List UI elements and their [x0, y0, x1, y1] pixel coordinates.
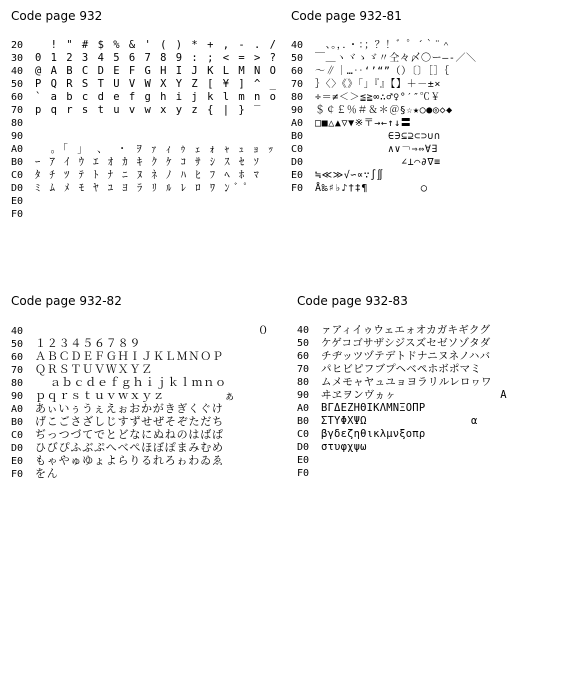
code-row — [297, 376, 573, 389]
row-label: C0 — [11, 170, 24, 181]
code-row — [291, 156, 571, 169]
row-label: 50 — [11, 79, 24, 90]
row-characters: １２３４５６７８９ — [35, 337, 142, 350]
row-label: 80 — [11, 118, 24, 129]
row-label: 80 — [291, 92, 304, 103]
row-label: 90 — [11, 391, 24, 402]
row-characters: ∠⊥⌒∂∇≡ — [315, 157, 441, 168]
row-label: 20 — [11, 40, 24, 51]
code-row — [11, 39, 281, 52]
code-row — [11, 454, 286, 467]
row-label: 90 — [297, 390, 310, 401]
row-label: 70 — [11, 365, 24, 376]
row-label: F0 — [11, 469, 24, 480]
code-row — [11, 104, 281, 117]
row-label: F0 — [11, 209, 24, 220]
row-label: 90 — [291, 105, 304, 116]
code-row — [11, 441, 286, 454]
row-label: 90 — [11, 131, 24, 142]
row-label: B0 — [11, 157, 24, 168]
code-row — [291, 52, 571, 65]
row-label: 80 — [297, 377, 310, 388]
row-characters: ｝〈〉《》「」『』【】＋－±× — [315, 79, 442, 90]
row-label: C0 — [297, 429, 310, 440]
row-label: D0 — [11, 443, 24, 454]
row-characters: ∈∋⊆⊇⊂⊃∪∩ — [315, 131, 441, 142]
row-label: D0 — [297, 442, 310, 453]
code-row — [297, 389, 573, 402]
row-characters: ! " # $ % & ' ( ) * + , - . / — [35, 39, 278, 51]
code-row — [11, 467, 286, 480]
code-row — [291, 91, 571, 104]
row-label: F0 — [291, 183, 304, 194]
code-page-932-panel — [11, 9, 281, 221]
code-row — [11, 78, 281, 91]
row-characters: ０ — [35, 324, 270, 337]
code-row — [291, 39, 571, 52]
row-label: 50 — [297, 338, 310, 349]
row-label: E0 — [291, 170, 304, 181]
row-characters: ァアィイゥウェエォオカガキギクグ — [321, 324, 491, 336]
row-label: 60 — [291, 66, 304, 77]
row-characters: ＄￠￡％＃＆＊＠§☆★○●◎◇◆ — [315, 105, 453, 116]
row-characters: ` a b c d e f g h i j k l m n o — [35, 91, 278, 103]
row-characters: Å‰♯♭♪†‡¶ ◯ — [315, 183, 428, 194]
code-row — [11, 402, 286, 415]
panel-title: Code page 932-81 — [291, 9, 402, 23]
code-row — [11, 182, 281, 195]
panel-title: Code page 932 — [11, 9, 103, 23]
row-label: 40 — [297, 325, 310, 336]
code-row — [11, 389, 286, 402]
row-label: 50 — [291, 53, 304, 64]
row-characters: □■△▲▽▼※〒→←↑↓〓 — [315, 118, 412, 129]
code-row — [11, 195, 281, 208]
code-row — [11, 350, 286, 363]
code-row — [11, 169, 281, 182]
code-row — [297, 415, 573, 428]
row-characters: ～∥｜…‥‘’“”（）〔〕［］｛ — [315, 66, 450, 77]
row-characters: ΣΤΥΦΧΨΩ α — [321, 415, 478, 427]
row-label: C0 — [11, 430, 24, 441]
row-label: E0 — [11, 456, 24, 467]
code-row — [297, 402, 573, 415]
row-characters: P Q R S T U V W X Y Z [ ¥ ] ^ _ — [35, 78, 278, 90]
code-row — [11, 143, 281, 156]
code-row — [11, 363, 286, 376]
code-row — [11, 156, 281, 169]
code-row — [11, 208, 281, 221]
row-label: 80 — [11, 378, 24, 389]
code-row — [297, 337, 573, 350]
row-characters: をん — [35, 467, 59, 480]
row-characters: げこごさざしじすずせぜそぞただち — [35, 415, 224, 428]
row-characters: ∧∨￢⇒⇔∀∃ — [315, 144, 439, 155]
code-row — [297, 467, 573, 480]
code-row — [11, 52, 281, 65]
row-characters: στυφχψω — [321, 441, 367, 453]
row-characters: ﾐ ﾑ ﾒ ﾓ ﾔ ﾕ ﾖ ﾗ ﾘ ﾙ ﾚ ﾛ ﾜ ﾝ ﾞ ﾟ — [35, 182, 251, 194]
code-row — [11, 117, 281, 130]
row-characters: あぃいぅうぇえぉおかがきぎくぐけ — [35, 402, 224, 415]
row-label: A0 — [291, 118, 304, 129]
row-label: 60 — [11, 92, 24, 103]
row-label: 40 — [291, 40, 304, 51]
code-table — [11, 39, 281, 221]
row-label: B0 — [291, 131, 304, 142]
code-row — [291, 65, 571, 78]
row-label: 60 — [11, 352, 24, 363]
row-label: D0 — [291, 157, 304, 168]
code-table — [297, 324, 573, 480]
row-characters: ｰ ｱ ｲ ｳ ｴ ｵ ｶ ｷ ｸ ｹ ｺ ｻ ｼ ｽ ｾ ｿ — [35, 156, 261, 168]
row-characters: チヂッツヅテデトドナニヌネノハバ — [321, 350, 491, 362]
row-characters: ケゲコゴサザシジスズセゼソゾタダ — [321, 337, 491, 349]
row-label: 40 — [11, 326, 24, 337]
row-label: A0 — [297, 403, 310, 414]
code-table — [291, 39, 571, 195]
row-label: A0 — [11, 144, 24, 155]
panel-title: Code page 932-83 — [297, 294, 408, 308]
code-row — [291, 143, 571, 156]
code-row — [297, 454, 573, 467]
row-label: D0 — [11, 183, 24, 194]
row-label: A0 — [11, 404, 24, 415]
row-label: C0 — [291, 144, 304, 155]
code-row — [297, 324, 573, 337]
code-row — [11, 428, 286, 441]
code-row — [297, 441, 573, 454]
row-characters: ΒΓΔΕΖΗΘΙΚΛΜΝΞΟΠΡ — [321, 402, 426, 414]
code-row — [291, 182, 571, 195]
row-characters: ÷＝≠＜＞≦≧∞∴♂♀°′″℃￥ — [315, 92, 441, 103]
row-characters: ＡＢＣＤＥＦＧＨＩＪＫＬＭＮＯＰ — [35, 350, 224, 363]
row-characters: p q r s t u v w x y z { | } ‾ — [35, 104, 262, 116]
row-label: 30 — [11, 53, 24, 64]
code-row — [297, 363, 573, 376]
code-row — [297, 428, 573, 441]
row-label: B0 — [297, 416, 310, 427]
row-label: 70 — [297, 364, 310, 375]
code-row — [11, 130, 281, 143]
row-characters: ムメモャヤュユョヨラリルレロヮワ — [321, 376, 492, 388]
row-characters: 、。，．・：；？！゛゜´｀¨＾ — [315, 40, 452, 51]
row-characters: ｐｑｒｓｔｕｖｗｘｙｚ ぁ — [35, 389, 236, 402]
code-row — [11, 415, 286, 428]
code-row — [291, 130, 571, 143]
row-label: F0 — [297, 468, 310, 479]
code-page-932-83-panel — [297, 294, 573, 480]
row-characters: ひびぴふぶぷへべぺほぼぽまみむめ — [35, 441, 224, 454]
code-page-932-81-panel — [291, 9, 571, 195]
code-row — [297, 350, 573, 363]
panel-title: Code page 932-82 — [11, 294, 122, 308]
row-label: B0 — [11, 417, 24, 428]
row-label: 60 — [297, 351, 310, 362]
row-label: 70 — [11, 105, 24, 116]
row-characters: 0 1 2 3 4 5 6 7 8 9 : ; < = > ? — [35, 52, 278, 64]
code-row — [11, 337, 286, 350]
row-label: E0 — [297, 455, 310, 466]
row-characters: ヰヱヲンヴヵヶ Α — [321, 389, 507, 401]
code-row — [11, 376, 286, 389]
row-characters: @ A B C D E F G H I J K L M N O — [35, 65, 278, 77]
code-row — [11, 324, 286, 337]
row-characters: パヒビピフブプヘベペホボポマミ — [321, 363, 482, 375]
row-characters: ａｂｃｄｅｆｇｈｉｊｋｌｍｎｏ — [35, 376, 227, 389]
row-label: 50 — [11, 339, 24, 350]
code-row — [291, 104, 571, 117]
code-row — [291, 117, 571, 130]
row-characters: ￣＿ヽヾゝゞ〃仝々〆〇ー―‐／＼ — [315, 53, 477, 64]
code-page-932-82-panel — [11, 294, 286, 480]
code-row — [291, 78, 571, 91]
row-characters: ぢっつづてでとどなにぬねのはばぱ — [35, 428, 224, 441]
row-label: 70 — [291, 79, 304, 90]
code-row — [11, 65, 281, 78]
code-row — [11, 91, 281, 104]
code-table — [11, 324, 286, 480]
row-characters: ＱＲＳＴＵＶＷＸＹＺ — [35, 363, 153, 376]
code-row — [291, 169, 571, 182]
row-characters: ≒≪≫√∽∝∵∫∬ — [315, 170, 384, 181]
row-characters: 。「 」 、 ・ ｦ ｧ ｨ ｩ ｪ ｫ ｬ ｭ ｮ ｯ — [35, 143, 275, 155]
row-characters: ﾀ ﾁ ﾂ ﾃ ﾄ ﾅ ﾆ ﾇ ﾈ ﾉ ﾊ ﾋ ﾌ ﾍ ﾎ ﾏ — [35, 169, 261, 181]
row-characters: もゃやゅゆょよらりるれろゎわゐゑ — [35, 454, 224, 467]
row-label: E0 — [11, 196, 24, 207]
row-characters: βγδεζηθικλμνξοπρ — [321, 428, 426, 440]
row-label: 40 — [11, 66, 24, 77]
